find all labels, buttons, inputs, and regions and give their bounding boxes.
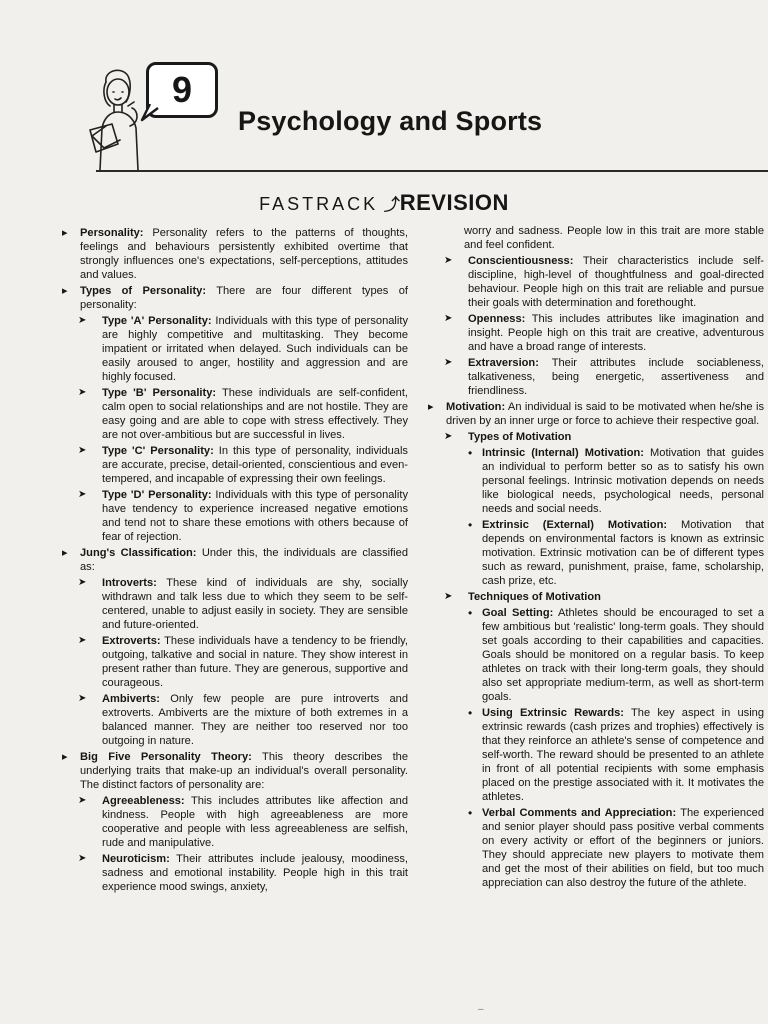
item-text: Motivation that guides an individual to perform better so as to satisfy his own personal feelings. Intrinsic motivation depends on needs like biological needs, psychological needs, personal needs and social needs.	[482, 447, 764, 515]
chapter-title: Psychology and Sports	[238, 106, 543, 136]
item-text: These individuals have a tendency to be friendly, outgoing, talkative and social in nature. They show interest in present rather than future. They are generous, supportive and courageous.	[102, 635, 408, 689]
fastrack-revision-banner	[0, 190, 768, 216]
list-item	[60, 576, 408, 632]
item-text: There are four different types of personality:	[80, 285, 408, 311]
item-term: Goal Setting:	[482, 607, 554, 619]
speech-bubble-tail	[140, 104, 160, 122]
item-term: Intrinsic (Internal) Motivation:	[482, 447, 644, 459]
item-text: Individuals with this type of personality have tendency to experience increased negative emotions and tend not to share these emotions with others because of fear of rejection.	[102, 489, 408, 543]
item-text: The experienced and senior player should pass positive verbal comments on every activity or effort of the beginners or juniors. They should appreciate new players to motivate them and get the most of their abilities on field, but too much appreciation can also destroy the future of the athlete.	[482, 807, 764, 889]
list-item	[60, 634, 408, 690]
item-term: Personality:	[80, 227, 144, 239]
chapter-header	[0, 0, 768, 185]
item-term: Jung's Classification:	[80, 547, 197, 559]
item-text: These individuals are self-confident, calm open to social relationships and are not hostile. They are easy going and are able to cope with stress effectively. They are not over-ambitious but are successful in lives.	[102, 387, 408, 441]
list-item	[60, 488, 408, 544]
item-term: Types of Motivation	[468, 431, 572, 443]
item-text: worry and sadness. People low in this trait are more stable and feel confident.	[464, 225, 764, 251]
list-item	[426, 806, 764, 890]
item-text: Their characteristics include self-discipline, high-level of thoughtfulness and goal-directed behaviour. People high on this trait are reliable and pursue their goals with determination and forethought.	[468, 255, 764, 309]
list-item	[60, 444, 408, 486]
item-text: Personality refers to the patterns of thoughts, feelings and behaviours persistently exhibited overtime that strongly influences one's expectations, self-perceptions, attitudes and values.	[80, 227, 408, 281]
item-term: Verbal Comments and Appreciation:	[482, 807, 677, 819]
item-text: Their attributes include jealousy, moodiness, sadness and emotional instability. People high in this trait experience mood swings, anxiety,	[102, 853, 408, 893]
item-text: Their attributes include sociableness, talkativeness, being energetic, assertiveness and friendliness.	[468, 357, 764, 397]
list-item	[60, 546, 408, 574]
item-text: This theory describes the underlying traits that make-up an individual's overall personality. The distinct factors of personality are:	[80, 751, 408, 791]
item-term: Types of Personality:	[80, 285, 207, 297]
left-column	[60, 226, 408, 896]
list-item	[60, 852, 408, 894]
item-term: Techniques of Motivation	[468, 591, 601, 603]
right-column	[426, 224, 764, 892]
item-text: The key aspect in using extrinsic rewards (cash prizes and trophies) effectively is that they reinforce an athlete's sense of competence and self-worth. The reward should be presented to an athlete in front of all potential recipients with some emphasis placed on the prestige associated with it. It motivates the athletes.	[482, 707, 765, 803]
list-item	[426, 518, 764, 588]
list-item	[60, 386, 408, 442]
chapter-number: 9	[171, 69, 193, 110]
item-term: Openness:	[468, 313, 526, 325]
item-term: Extroverts:	[102, 635, 161, 647]
item-text: In this type of personality, individuals are accurate, precise, detail-oriented, conscientious and even-tempered, and incapable of expressing their own feelings.	[102, 445, 408, 485]
list-item	[426, 356, 764, 398]
list-item	[60, 692, 408, 748]
item-term: Type 'C' Personality:	[102, 445, 214, 457]
item-text: Only few people are pure introverts and extroverts. Ambiverts are the mixture of both extremes in a balanced manner. They are neither too reserved nor too outgoing in nature.	[102, 693, 408, 747]
item-term: Type 'D' Personality:	[102, 489, 212, 501]
item-text: Motivation that depends on environmental factors is known as extrinsic motivation. Extrinsic motivation can be of different types such as reward, punishment, praise, fame, scholarship, cash prize, etc.	[482, 519, 764, 587]
item-term: Introverts:	[102, 577, 157, 589]
list-item	[426, 400, 764, 428]
item-text: Under this, the individuals are classified as:	[80, 547, 408, 573]
list-item	[60, 750, 408, 792]
item-term: Type 'B' Personality:	[102, 387, 217, 399]
list-item	[426, 606, 764, 704]
banner-revision: REVISION	[399, 190, 509, 215]
list-item	[464, 224, 764, 252]
item-text: This includes attributes like affection and kindness. People with high agreeableness are more cooperative and people with less agreeableness are selfish, rude and manipulative.	[102, 795, 408, 849]
banner-arrow-icon: ⤴	[383, 197, 400, 214]
header-rule	[96, 170, 768, 172]
item-term: Big Five Personality Theory:	[80, 751, 252, 763]
item-term: Extraversion:	[468, 357, 539, 369]
list-item	[426, 254, 764, 310]
item-term: Conscientiousness:	[468, 255, 574, 267]
item-term: Agreeableness:	[102, 795, 185, 807]
footer-mark: –	[478, 1004, 484, 1015]
item-text: This includes attributes like imagination and insight. People high on this trait are creative, adventurous and have a broad range of interests.	[468, 313, 764, 353]
list-item	[60, 284, 408, 312]
item-term: Using Extrinsic Rewards:	[482, 707, 625, 719]
list-item	[60, 794, 408, 850]
item-term: Type 'A' Personality:	[102, 315, 212, 327]
item-term: Motivation:	[446, 401, 506, 413]
list-item	[426, 706, 764, 804]
list-item	[426, 590, 764, 604]
item-text: An individual is said to be motivated when he/she is driven by an inner urge or force to achieve their respective goal.	[446, 401, 764, 427]
item-text: These kind of individuals are shy, socially withdrawn and talk less due to which they seem to be self-centered, unable to adjust easily in society. They are sensible and future-oriented.	[102, 577, 408, 631]
item-term: Neuroticism:	[102, 853, 170, 865]
item-text: Individuals with this type of personality are highly competitive and multitasking. They become impatient or irritated when delayed. Such individuals can be easily aroused to anger, hostility and aggression and are highly focused.	[102, 315, 408, 383]
list-item	[426, 312, 764, 354]
banner-fastrack: FASTRACK	[259, 194, 379, 214]
item-term: Extrinsic (External) Motivation:	[482, 519, 668, 531]
item-term: Ambiverts:	[102, 693, 160, 705]
list-item	[426, 446, 764, 516]
list-item	[60, 226, 408, 282]
item-text: Athletes should be encouraged to set a few ambitious but 'realistic' long-term goals. They should set goals according to their capabilities and capacities. Goals should be monitored on a regular basis. To keep athletes on track with their long-term goals, they should also set appropriate medium-term, as well as short-term goals.	[482, 607, 765, 703]
list-item	[426, 430, 764, 444]
list-item	[60, 314, 408, 384]
